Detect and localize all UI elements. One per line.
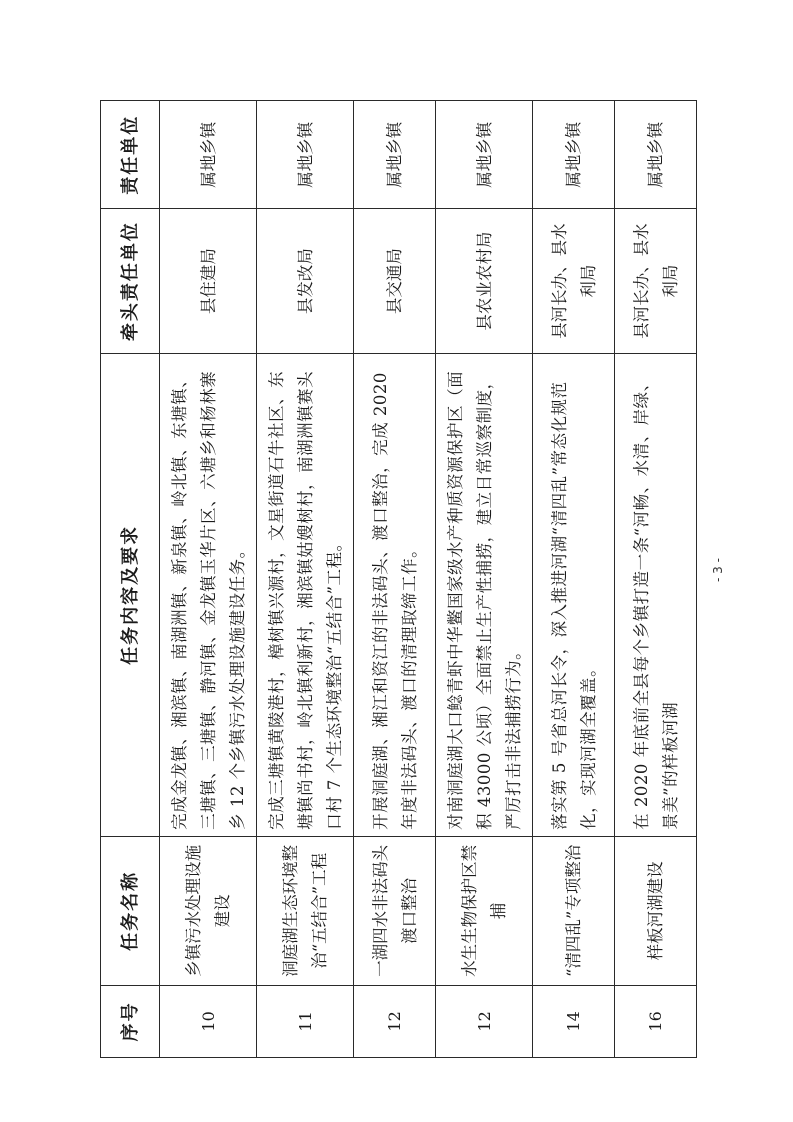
table-row bbox=[257, 101, 354, 1058]
row-responsible-unit: 属地乡镇 bbox=[257, 101, 354, 209]
row-task-name: 乡镇污水处理设施建设 bbox=[160, 836, 257, 985]
header-task-content: 任务内容及要求 bbox=[101, 353, 160, 836]
row-task-content: 在 2020 年底前全县每个乡镇打造一条“河畅、水清、岸绿、景美”的样板河湖 bbox=[615, 353, 697, 836]
row-responsible-unit: 属地乡镇 bbox=[436, 101, 533, 209]
row-task-content: 对南洞庭湖大口鲶青虾中华鳖国家级水产种质资源保护区（面积 43000 公顷）全面禁止生产性捕捞，建立日常巡察制度，严厉打击非法捕捞行为。 bbox=[436, 353, 533, 836]
row-task-content: 落实第 5 号省总河长令，深入推进河湖“清四乱”常态化规范化，实现河湖全覆盖。 bbox=[533, 353, 615, 836]
header-serial: 序号 bbox=[101, 985, 160, 1057]
row-serial: 10 bbox=[160, 985, 257, 1057]
row-serial: 12 bbox=[436, 985, 533, 1057]
task-table bbox=[100, 100, 697, 1058]
header-lead-unit: 牵头责任单位 bbox=[101, 209, 160, 353]
row-lead-unit: 县河长办、县水利局 bbox=[615, 209, 697, 353]
row-task-name: “清四乱”专项整治 bbox=[533, 836, 615, 985]
row-lead-unit: 县河长办、县水利局 bbox=[533, 209, 615, 353]
row-task-name: 洞庭湖生态环境整治“五结合”工程 bbox=[257, 836, 354, 985]
row-responsible-unit: 属地乡镇 bbox=[533, 101, 615, 209]
row-serial: 14 bbox=[533, 985, 615, 1057]
row-responsible-unit: 属地乡镇 bbox=[615, 101, 697, 209]
row-lead-unit: 县农业农村局 bbox=[436, 209, 533, 353]
table-row bbox=[615, 101, 697, 1058]
header-responsible-unit: 责任单位 bbox=[101, 101, 160, 209]
table-row bbox=[436, 101, 533, 1058]
row-lead-unit: 县发改局 bbox=[257, 209, 354, 353]
row-task-content: 开展洞庭湖、湘江和资江的非法码头、渡口整治，完成 2020 年度非法码头、渡口的清理取缔工作。 bbox=[354, 353, 436, 836]
table-header-row bbox=[101, 101, 160, 1058]
rotated-page-content bbox=[100, 100, 680, 1058]
row-serial: 16 bbox=[615, 985, 697, 1057]
header-task-name: 任务名称 bbox=[101, 836, 160, 985]
row-task-name: 水生生物保护区禁捕 bbox=[436, 836, 533, 985]
row-task-content: 完成金龙镇、湘滨镇、南湖洲镇、新泉镇、岭北镇、东塘镇、三塘镇、三塘镇、静河镇、金龙镇玉华片区、六塘乡和杨林寨乡 12 个乡镇污水处理设施建设任务。 bbox=[160, 353, 257, 836]
row-responsible-unit: 属地乡镇 bbox=[354, 101, 436, 209]
row-lead-unit: 县交通局 bbox=[354, 209, 436, 353]
row-lead-unit: 县住建局 bbox=[160, 209, 257, 353]
row-serial: 11 bbox=[257, 985, 354, 1057]
table-row bbox=[160, 101, 257, 1058]
row-task-name: 样板河湖建设 bbox=[615, 836, 697, 985]
page-number: - 3 - bbox=[710, 558, 725, 582]
row-task-content: 完成三塘镇黄陵港村，樟树镇兴源村，文星街道石牛社区、东塘镇尚书村，岭北镇利新村，湘滨镇姑嫂树村，南湖洲镇赛头口村 7 个生态环境整治“五结合”工程。 bbox=[257, 353, 354, 836]
row-serial: 12 bbox=[354, 985, 436, 1057]
table-row bbox=[533, 101, 615, 1058]
row-responsible-unit: 属地乡镇 bbox=[160, 101, 257, 209]
table-row bbox=[354, 101, 436, 1058]
row-task-name: 一湖四水非法码头渡口整治 bbox=[354, 836, 436, 985]
